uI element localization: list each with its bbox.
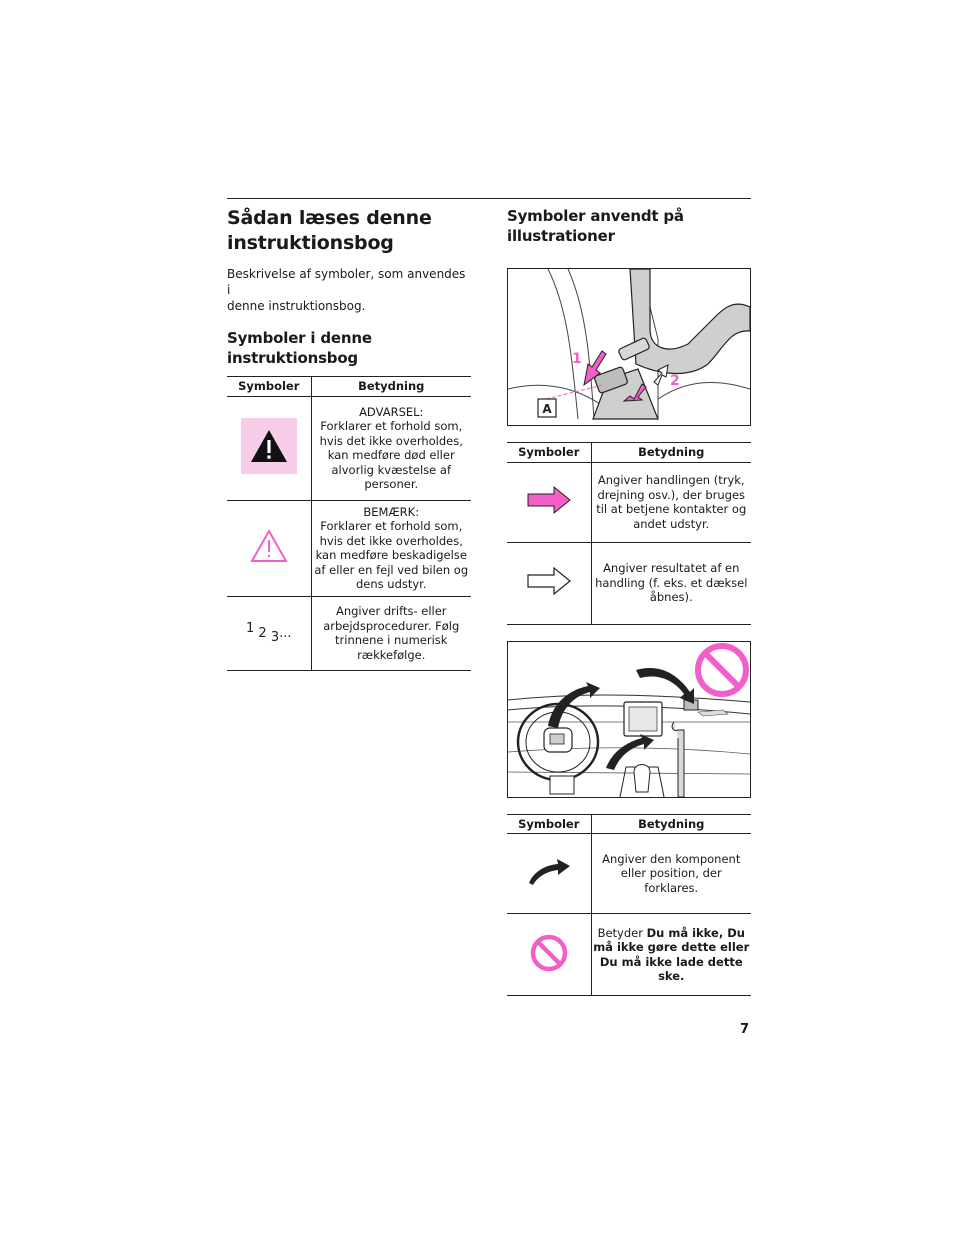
section-heading-line-1: Symboler i denne <box>227 329 372 347</box>
symbol-cell <box>507 462 591 542</box>
page-number: 7 <box>740 1022 750 1037</box>
meaning-line: Angiver handlingen (tryk, <box>597 473 745 487</box>
meaning-line: Forklarer et forhold som, <box>320 519 463 533</box>
symbol-cell <box>227 396 311 500</box>
meaning-line: til at betjene kontakter og <box>596 502 747 516</box>
meaning-line: af eller en fejl ved bilen og <box>314 562 469 577</box>
page-title-line-1: Sådan læses denne <box>227 207 432 229</box>
col-header-symbol: Symboler <box>227 377 311 397</box>
right-column <box>507 206 751 996</box>
meaning-line: BEMÆRK: <box>363 504 420 519</box>
intro-line-2: denne instruktionsbog. <box>227 299 366 313</box>
intro-text <box>227 266 471 314</box>
meaning-line: alvorlig kvæstelse af <box>331 462 451 477</box>
meaning-cell <box>311 500 471 596</box>
page-title <box>227 206 471 256</box>
meaning-line: Forklarer et forhold som, <box>320 419 463 433</box>
meaning-bold-line: Du må ikke, Du <box>646 925 745 940</box>
callout-label-a: A <box>542 402 552 416</box>
pink-action-arrow-icon <box>526 485 572 515</box>
dashboard-illustration <box>507 641 751 798</box>
meaning-line: hvis det ikke overholdes, <box>319 533 463 548</box>
meaning-line: forklares. <box>644 880 699 895</box>
meaning-line: åbnes). <box>649 590 693 605</box>
curved-pointer-arrow-icon <box>526 857 572 887</box>
warning-triangle-filled-icon <box>241 418 297 474</box>
left-column <box>227 206 471 671</box>
meaning-cell <box>591 914 751 996</box>
symbol-cell <box>507 914 591 996</box>
step-number-1: 1 <box>245 620 255 636</box>
table-header-row <box>507 443 751 463</box>
symbol-cell <box>227 500 311 596</box>
meaning-cell <box>311 596 471 670</box>
meaning-prefix: Betyder <box>597 925 647 940</box>
seatbelt-illustration <box>507 268 751 426</box>
illustration-symbols-table-1 <box>507 442 751 625</box>
meaning-line: kan medføre beskadigelse <box>315 548 467 562</box>
col-header-meaning: Betydning <box>311 377 471 397</box>
table-row <box>507 914 751 996</box>
meaning-line: handling (f. eks. et dæksel <box>595 575 748 590</box>
meaning-cell <box>591 462 751 542</box>
meaning-line: Angiver den komponent <box>602 851 741 866</box>
table-row <box>227 500 471 596</box>
step-numbers-icon <box>245 620 292 645</box>
meaning-line: personer. <box>364 477 419 491</box>
outline-result-arrow-icon <box>526 566 572 596</box>
table-row <box>507 834 751 914</box>
illustration-symbols-table-2 <box>507 814 751 997</box>
step-label-1: 1 <box>572 351 582 367</box>
meaning-line: andet udstyr. <box>633 516 710 531</box>
symbol-cell <box>507 542 591 624</box>
meaning-line: arbejdsprocedurer. Følg <box>323 618 460 633</box>
meaning-line: rækkefølge. <box>357 647 426 662</box>
meaning-line: drejning osv.), der bruges <box>597 487 746 502</box>
table-row <box>227 596 471 670</box>
step-number-3: 3 <box>270 629 280 645</box>
meaning-bold-line: må ikke gøre dette eller <box>593 940 750 954</box>
col-header-symbol: Symboler <box>507 443 591 463</box>
symbols-table <box>227 376 471 671</box>
step-number-2: 2 <box>258 625 267 641</box>
top-rule <box>227 198 751 199</box>
seatbelt-drawing <box>508 269 750 425</box>
table-header-row <box>227 377 471 397</box>
illustrations-heading-line-1: Symboler anvendt på <box>507 207 684 225</box>
meaning-line: Angiver drifts- eller <box>335 604 447 618</box>
meaning-line: hvis det ikke overholdes, <box>319 433 463 448</box>
page-title-line-2: instruktionsbog <box>227 232 394 254</box>
symbol-cell <box>227 596 311 670</box>
symbol-cell <box>507 834 591 914</box>
table-row <box>507 462 751 542</box>
section-heading-illustrations <box>507 206 751 246</box>
meaning-line: dens udstyr. <box>355 577 427 591</box>
caution-triangle-outline-icon <box>249 528 289 564</box>
meaning-cell <box>591 542 751 624</box>
meaning-line: ADVARSEL: <box>359 404 424 419</box>
col-header-meaning: Betydning <box>591 443 751 463</box>
prohibition-sign-icon <box>529 933 569 973</box>
step-dots: ... <box>279 625 292 641</box>
illustrations-heading-line-2: illustrationer <box>507 227 615 245</box>
intro-line-1: Beskrivelse af symboler, som anvendes i <box>227 267 466 297</box>
col-header-symbol: Symboler <box>507 814 591 834</box>
step-label-2: 2 <box>670 373 680 389</box>
meaning-bold-line: Du må ikke lade dette ske. <box>599 954 743 983</box>
table-row <box>227 396 471 500</box>
meaning-line: kan medføre død eller <box>327 448 455 462</box>
table-header-row <box>507 814 751 834</box>
meaning-cell <box>591 834 751 914</box>
meaning-line: eller position, der <box>620 866 722 881</box>
meaning-cell <box>311 396 471 500</box>
meaning-line: trinnene i numerisk <box>335 633 448 647</box>
section-heading-line-2: instruktionsbog <box>227 349 358 367</box>
col-header-meaning: Betydning <box>591 814 751 834</box>
dashboard-drawing <box>508 642 750 797</box>
meaning-line: Angiver resultatet af en <box>603 561 740 576</box>
section-heading-symbols <box>227 328 471 368</box>
table-row <box>507 542 751 624</box>
